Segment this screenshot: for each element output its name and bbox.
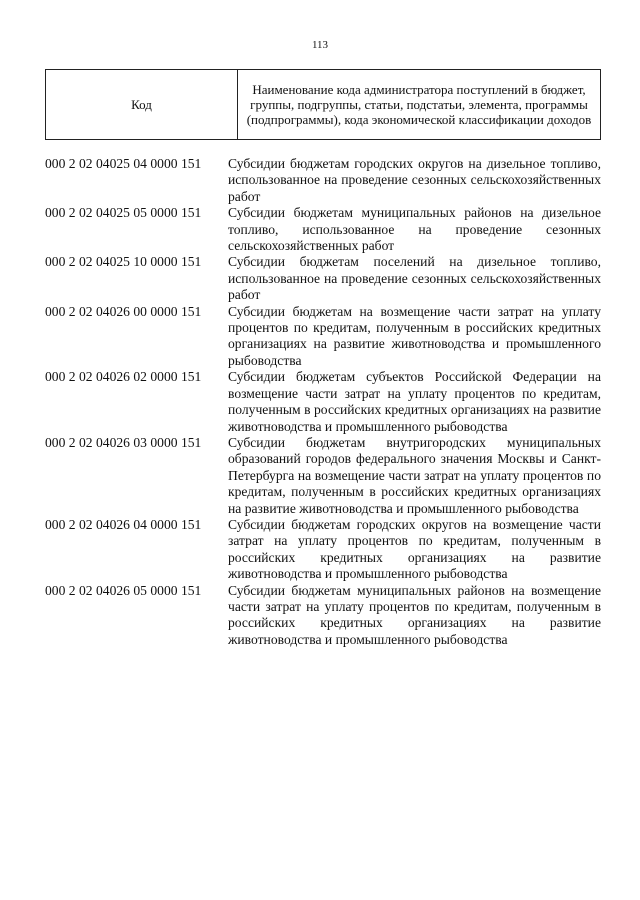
row-description: Субсидии бюджетам муниципальных районов на дизельное топливо, использованное на проведение сезонных сельскохозяйственных работ [228,205,601,254]
column-header-row [46,70,601,140]
row-description: Субсидии бюджетам городских округов на возмещение части затрат на уплату процентов по кредитам, полученным в российских кредитных организациях на развитие животноводства и промышленного рыбоводства [228,516,601,582]
row-code: 000 2 02 04026 05 0000 151 [45,582,202,598]
page-number: 113 [311,39,329,51]
row-description: Субсидии бюджетам поселений на дизельное топливо, использованное на проведение сезонных сельскохозяйственных работ [228,254,601,303]
row-description: Субсидии бюджетам муниципальных районов на возмещение части затрат на уплату процентов по кредитам, полученным в российских кредитных организациях на развитие животноводства и промышленного рыбоводства [228,582,601,647]
row-code: 000 2 02 04026 00 0000 151 [45,303,202,319]
classification-code-list [45,156,601,648]
row-description: Субсидии бюджетам городских округов на дизельное топливо, использованное на проведение сезонных сельскохозяйственных работ [228,156,601,204]
row-code: 000 2 02 04026 02 0000 151 [45,369,202,385]
table-row [45,205,601,254]
table-row [45,156,601,205]
row-code: 000 2 02 04025 05 0000 151 [45,205,202,221]
row-code: 000 2 02 04026 03 0000 151 [45,434,202,450]
row-description: Субсидии бюджетам внутригородских муниципальных образований городов федерального значения Москвы и Санкт-Петербурга на возмещение части затрат на уплату процентов по кредитам, полученным в российских кредитных организациях на развитие животноводства и промышленного рыбоводства [228,434,601,516]
column-header-table [45,69,601,140]
table-row [45,435,601,517]
table-row [45,517,601,583]
row-code: 000 2 02 04025 04 0000 151 [45,156,202,171]
row-description: Субсидии бюджетам субъектов Российской Федерации на возмещение части затрат на уплату процентов по кредитам, полученным в российских кредитных организациях на развитие животноводства и промышленного рыбоводства [228,369,601,434]
table-row [45,254,601,303]
table-row [45,304,601,370]
name-column-header: Наименование кода администратора поступлений в бюджет, группы, подгруппы, статьи, подстатьи, элемента, программы (подпрограммы), кода экономической классификации доходов [238,70,601,140]
table-row [45,583,601,649]
row-code: 000 2 02 04026 04 0000 151 [45,516,202,532]
code-column-header: Код [46,70,238,140]
row-description: Субсидии бюджетам на возмещение части затрат на уплату процентов по кредитам, полученным в российских кредитных организациях на развитие животноводства и промышленного рыбоводства [228,303,601,368]
table-row [45,369,601,435]
row-code: 000 2 02 04025 10 0000 151 [45,254,202,270]
